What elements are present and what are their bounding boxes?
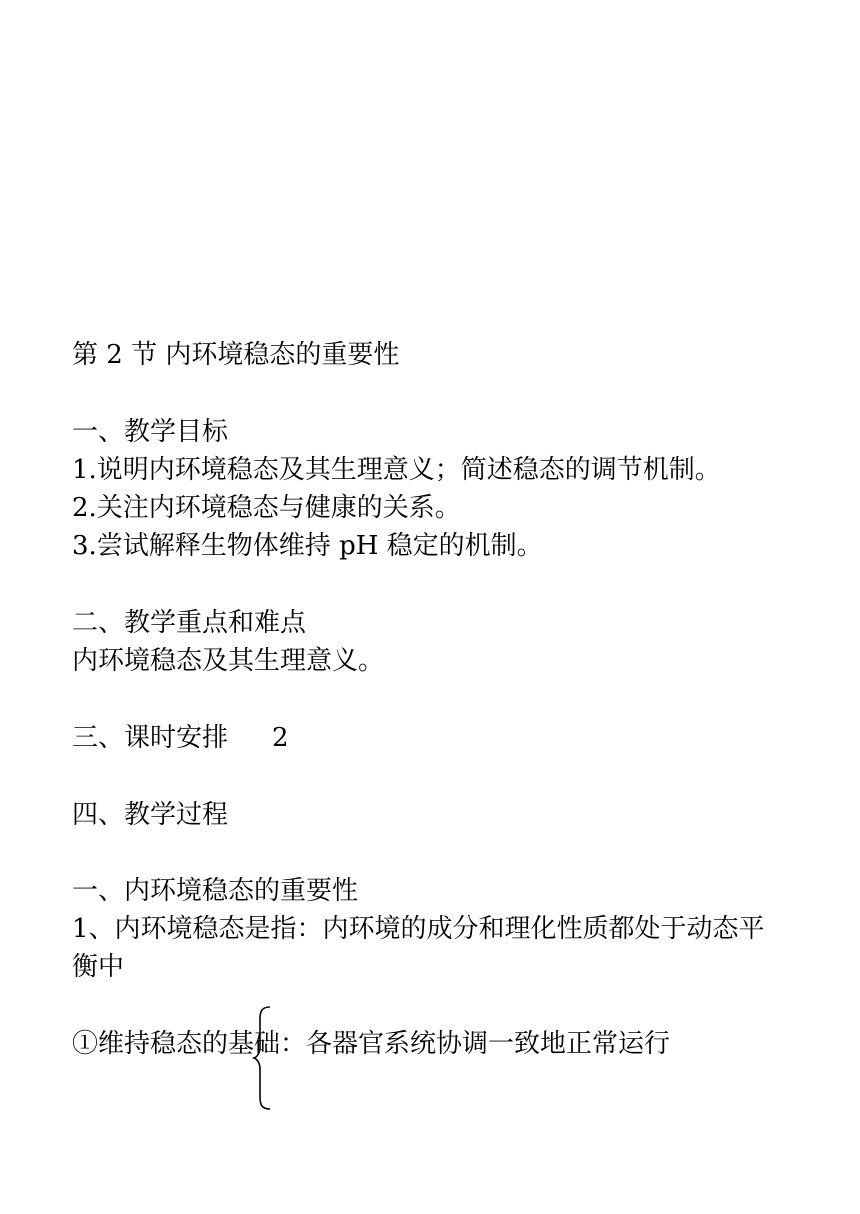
key-points-text: 内环境稳态及其生理意义。 <box>72 646 385 676</box>
schedule-heading: 三、课时安排 <box>72 723 229 753</box>
goals-heading: 一、教学目标 <box>72 417 229 447</box>
definition-line-2: 衡中 <box>72 952 125 982</box>
schedule-line <box>72 723 289 753</box>
process-heading: 四、教学过程 <box>72 800 229 830</box>
goal-item-3: 3.尝试解释生物体维持 pH 稳定的机制。 <box>72 531 543 561</box>
goal-item-1: 1.说明内环境稳态及其生理意义；简述稳态的调节机制。 <box>72 455 721 485</box>
goal-item-2: 2.关注内环境稳态与健康的关系。 <box>72 493 461 523</box>
section-title: 第 2 节 内环境稳态的重要性 <box>72 340 400 370</box>
definition-line-1: 1、内环境稳态是指：内环境的成分和理化性质都处于动态平 <box>72 914 765 944</box>
schedule-value: 2 <box>272 723 289 753</box>
basis-line: ①维持稳态的基础：各器官系统协调一致地正常运行 <box>72 1029 671 1059</box>
key-points-heading: 二、教学重点和难点 <box>72 608 307 638</box>
curly-brace-icon <box>252 1005 272 1111</box>
part1-heading: 一、内环境稳态的重要性 <box>72 876 359 906</box>
